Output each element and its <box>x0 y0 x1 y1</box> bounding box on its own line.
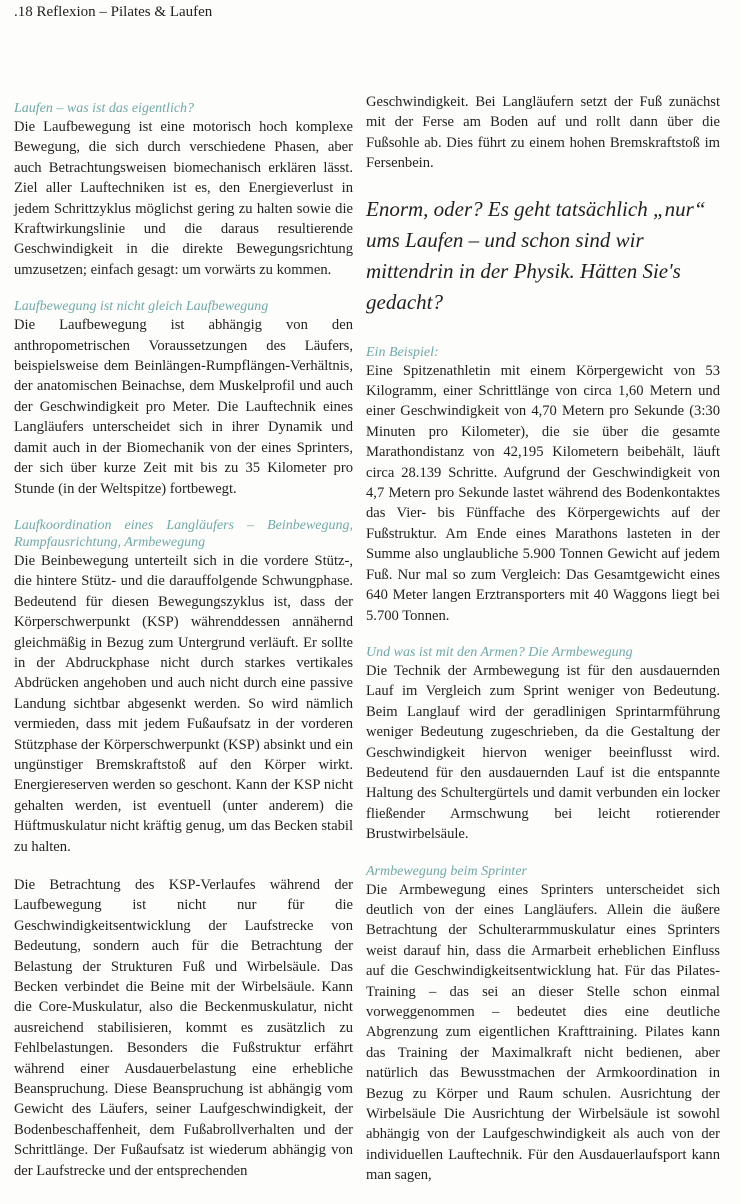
section-heading: Laufbewegung ist nicht gleich Laufbewegung <box>14 299 269 315</box>
paragraph: Die Beinbewegung unterteilt sich in die vordere Stütz-, die hintere Stütz- und die darauffolgende Schwungphase. Bedeutend für diesen Bewegungszyklus ist, dass der Körperschwerpunkt (KSP) währenddessen annähernd gleichmäßig in Bezug zum Untergrund verläuft. Er sollte in der Abdruckphase nicht durch starkes vertikales Abdrücken angehoben und auch nicht durch eine passive Landung sichtbar abgesenkt werden. So wird nämlich vermieden, dass mit jedem Fußaufsatz in der vorderen Stützphase der Körperschwerpunkt (KSP) absinkt und ein ungünstiger Bremskraftstoß auf den Körper wirkt. Energiereserven werden so geschont. Kann der KSP nicht gehalten werden, ist eventuell (unter anderem) die Hüftmuskulatur nicht kräftig genug, um das Becken stabil zu halten. <box>14 552 353 855</box>
section-ksp-verlauf <box>14 875 353 1181</box>
section-heading: Ein Beispiel: <box>366 344 439 360</box>
section-heading: Laufkoordination eines Langläufers – Beinbewegung, Rumpfausrichtung, Armbewegung <box>14 517 353 550</box>
section-beispiel <box>366 344 720 626</box>
section-continued <box>366 92 720 174</box>
running-header: .18 Reflexion – Pilates & Laufen <box>14 4 213 20</box>
paragraph: Die Laufbewegung ist eine motorisch hoch komplexe Bewegung, die sich durch verschiedene Phasen, aber auch Betrachtungsweisen biomechanisch erklären lässt. Ziel aller Lauftechniken ist es, den Energieverlust in jedem Schrittzyklus möglichst gering zu halten sowie die Kraftwirkungslinie und die daraus resultierende Geschwindigkeit in die direkte Bewegungsrichtung umzusetzen; einfach gesagt: um vorwärts zu kommen. <box>14 119 353 278</box>
paragraph: Die Armbewegung eines Sprinters unterscheidet sich deutlich von der eines Langläufers. Allein die äußere Betrachtung der Schulterarmmuskulatur eines Sprinters weist darauf hin, dass die Armarbeit erheblichen Einfluss auf die Geschwindigkeitsentwicklung hat. Für das Pilates-Training – das sei an dieser Stelle schon einmal vorweggenommen – bedeutet dies eine deutliche Abgrenzung zum eigentlichen Krafttraining. Pilates kann das Training der Maximalkraft nicht bedienen, aber natürlich das Bewusstmachen der Armkoordination in Bezug zu Körper und Raum schulen. Ausrichtung der Wirbelsäule Die Ausrichtung der Wirbelsäule ist sowohl abhängig von der Laufgeschwindigkeit als auch von der individuellen Lauftechnik. Für den Ausdauerlaufsport kann man sagen, <box>366 881 720 1184</box>
left-column <box>14 0 353 1199</box>
paragraph: Eine Spitzenathletin mit einem Körpergewicht von 53 Kilogramm, einer Schrittlänge von circa 1,60 Metern und einer Geschwindigkeit von 4,70 Metern pro Sekunde (3:30 Minuten pro Kilometer), die sie über die gesamte Marathondistanz von 42,195 Kilometern beibehält, läuft circa 28.139 Schritte. Aufgrund der Geschwindigkeit von 4,7 Metern pro Sekunde lastet während des Bodenkontaktes das Vier- bis Fünffache des Körpergewichts auf der Fußstruktur. Am Ende eines Marathons lasteten in der Summe also unglaubliche 5.900 Tonnen Gewicht auf jedem Fuß. Nur mal so zum Vergleich: Das Gesamtgewicht eines 640 Meter langen Erztransporters mit 40 Waggons liegt bei 5.700 Tonnen. <box>366 362 720 624</box>
right-column <box>366 0 720 1204</box>
section-armbewegung <box>366 644 720 845</box>
section-heading: Und was ist mit den Armen? Die Armbewegung <box>366 644 633 660</box>
section-laufkoordination <box>14 517 353 857</box>
section-laufbewegung <box>14 298 353 499</box>
section-heading: Laufen – was ist das eigentlich? <box>14 101 195 116</box>
pull-quote: Enorm, oder? Es geht tatsächlich „nur“ ums Laufen – und schon sind wir mittendrin in der Physik. Hätten Sie's gedacht? <box>366 196 706 314</box>
paragraph: Die Betrachtung des KSP-Verlaufes während der Laufbewegung ist nicht nur für die Geschwindigkeitsentwicklung der Laufstrecke von Bedeutung, sondern auch für die Betrachtung der Belastung der Strukturen Fuß und Wirbelsäule. Das Becken verbindet die Beine mit der Wirbelsäule. Kann die Core-Muskulatur, also die Beckenmuskulatur, nicht ausreichend stabilisieren, kommt es zusätzlich zu Fehlbelastungen. Besonders die Fußstruktur erfährt während einer Ausdauerbelastung eine erhebliche Beanspruchung. Diese Beanspruchung ist abhängig vom Gewicht des Läufers, seiner Laufgeschwindigkeit, der Bodenbeschaffenheit, dem Fußabrollverhalten und der Schrittlänge. Der Fußaufsatz ist wiederum abhängig von der Laufstrecke und der entsprechenden <box>14 877 353 1179</box>
paragraph: Geschwindigkeit. Bei Langläufern setzt der Fuß zunächst mit der Ferse am Boden auf und rollt dann über die Fußsohle ab. Dies führt zu einem hohen Bremskraftstoß im Fersenbein. <box>366 94 720 172</box>
section-laufen <box>14 100 353 280</box>
paragraph: Die Laufbewegung ist abhängig von den anthropometrischen Voraussetzungen des Läufers, beispielsweise dem Beinlängen-Rumpflängen-Verhältnis, der anatomischen Beinachse, dem Muskelprofil und auch der Geschwindigkeit pro Meter. Die Lauftechnik eines Langläufers unterscheidet sich in ihrer Dynamik und damit auch in der Biomechanik von der eines Sprinters, der sich über kurze Zeit mit bis zu 35 Kilometer pro Stunde (in der Weltspitze) fortbewegt. <box>14 317 353 497</box>
section-heading: Armbewegung beim Sprinter <box>366 863 527 879</box>
section-sprinter <box>366 863 720 1186</box>
paragraph: Die Technik der Armbewegung ist für den ausdauernden Lauf im Vergleich zum Sprint weniger von Bedeutung. Beim Langlauf wird der geradlinigen Sprintarmführung weniger Bedeutung zugeschrieben, da die Gestaltung der Geschwindigkeit hiervon weniger beeinflusst wird. Bedeutend für den ausdauernden Lauf ist die entspannte Haltung des Schultergürtels und damit verbunden ein locker fließender Armschwung bei leicht rotierender Brustwirbelsäule. <box>366 662 720 843</box>
